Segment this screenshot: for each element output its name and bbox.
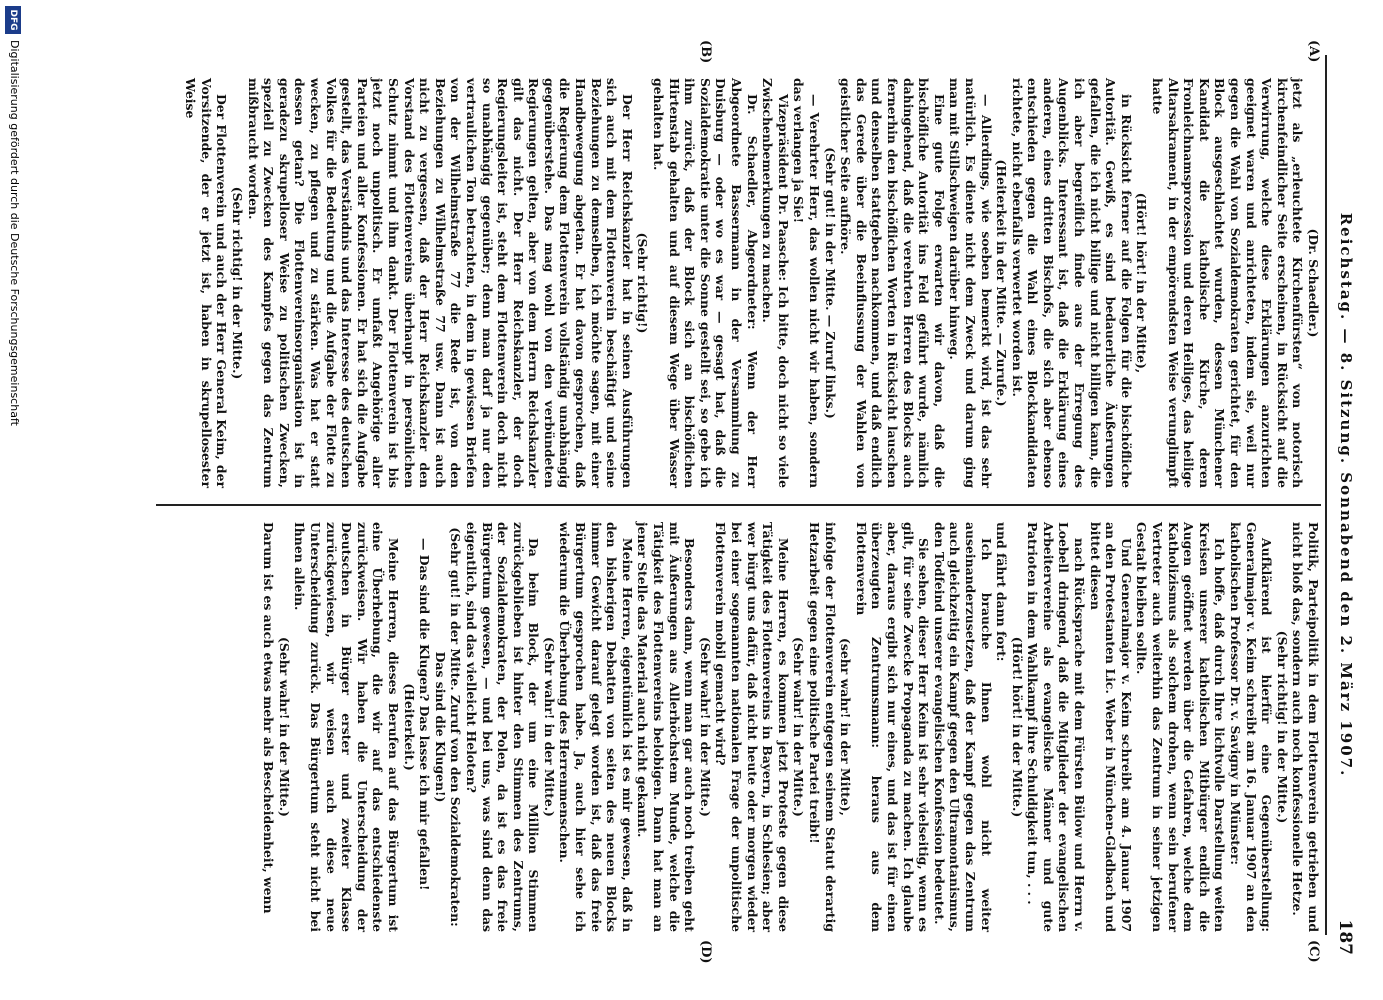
- paragraph: in Rücksicht ferner auf die Folgen für die bischöfliche Autorität. Gewiß, es sind bedauerliche Äußerungen gefallen, die ich nicht billige und nicht billigen kann, die ich aber begreiflich finde aus der Erregung des Augenblicks. Interessant ist, daß die Erklärung eines anderen, eines dritten Bischofs, die sich aber ebenso entschieden gegen die Wahl eines Blockkandidaten richtete, nicht ebenfalls verwertet worden ist.: [1009, 78, 1134, 488]
- paragraph: und fährt dann fort:: [994, 522, 1010, 662]
- interjection: (Sehr richtig!): [635, 232, 651, 334]
- paragraph: Meine Herren, dieses Berufen auf das Bürgertum ist eine Überhebung, die wir auf das entschiedenste zurückweisen. Wir haben die Unterscheidung der Deutschen in Bürger erster und zweiter Klasse zurückgewiesen, wir weisen auch diese neue Unterscheidung zurück. Das Bürgertum steht nicht bei Ihnen allein.: [292, 522, 401, 932]
- paragraph: Da beim Block, der um eine Million Stimmen zurückgeblieben ist hinter den Stimmen des Zentrums, der Sozialdemokraten, der Polen, da ist es das freie Bürgertum gewesen, — und bei uns, was sind denn das eigentlich, sind das vielleicht Heloten?: [463, 522, 542, 932]
- interjection: (Sehr wahr! in der Mitte.): [697, 637, 713, 817]
- interjection: (Sehr wahr! in der Mitte.): [541, 637, 557, 817]
- margin-marker-b: (B): [698, 40, 713, 64]
- paragraph: Meine Herren, eigentümlich ist es mir gewesen, daß in den bisherigen Debatten von seiten des neuen Blocks immer Gewicht darauf gelegt worden ist, daß das freie Bürgertum gesprochen habe. Ja, auch hier sehe ich wiederum die Überhebung des Herrenmenschen.: [557, 522, 635, 932]
- footer-credit: Digitalisierung gefördert durch die Deutsche Forschungsgemeinschaft: [8, 40, 21, 426]
- paragraph: Und Generalmajor v. Keim schreibt am 4. Januar 1907 an den Protestanten Lic. Weber in München-Gladbach und bittet diesen: [1087, 522, 1134, 932]
- interjection: (Sehr richtig! in der Mitte.): [230, 186, 246, 380]
- paragraph: Der Flottenverein und auch der Herr General Keim, der Vorsitzende, der er jetzt ist, haben in skrupellosester Weise: [183, 78, 230, 488]
- page-number: 187: [1335, 919, 1355, 955]
- paragraph: jetzt als „erleuchtete Kirchenfürsten“ von notorisch kirchenfeindlicher Seite erscheinen, in Rücksicht auf die Verwirrung, welche diese Erklärungen anzurichten geeignet waren und anrichteten, indem sie, weil nur gegen die Wahl von Sozialdemokraten gerichtet, für den Block ausgeschlachtet wurden, dessen Münchener Kandidat die katholische Kirche, deren Fronleichnamsprozession und deren Heiliges, das heilige Altarsakrament, in der empörendsten Weise verunglimpft hatte: [1150, 78, 1306, 488]
- interjection: (Sehr gut! in der Mitte. — Zuruf links.): [822, 147, 838, 419]
- paragraph: Dr. Schaedler, Abgeordneter: Wenn der Herr Abgeordnete Bassermann in der Versammlung zu Duisburg — oder wo es war — gesagt hat, daß die Sozialdemokratie unter die Sonne gestellt sei, so gebe ich ihm zurück, daß der Block sich an bischöflichen Hirtenstab gehalten und auf diesem Wege über Wasser gehalten hat.: [651, 78, 760, 488]
- paragraph: infolge der Flottenverein entgegen seinem Statut derartig Hetzarbeit gegen eine politische Partei treibt!: [807, 522, 838, 932]
- column-divider: [156, 504, 1321, 506]
- interjection: (Hört! hört! in der Mitte),: [1134, 192, 1150, 374]
- interjection: (Sehr richtig! in der Mitte.): [1274, 630, 1290, 824]
- paragraph: Meine Herren, es kommen jetzt Proteste gegen diese Tätigkeit des Flottenvereins in Bayern, in Schlesien; aber wer bürgt uns dafür, daß nicht heute oder morgen wieder bei einer sogenannten nationalen Frage der unpolitische Flottenverein mobil gemacht wird?: [713, 522, 791, 932]
- paragraph: Besonders dann, wenn man gar auch noch treiben geht mit Äußerungen aus Allerhöchstem Munde, welche die Tätigkeit des Flottenvereins belobigen. Dann hat man an jener Stelle das Material auch nicht gekannt.: [635, 522, 698, 932]
- interjection: (Heiterkeit in der Mitte. — Zurufe.): [994, 159, 1010, 407]
- margin-marker-c: (C): [1306, 940, 1321, 963]
- paragraph: Darum ist es auch etwas mehr als Bescheidenheit, wenn: [261, 522, 277, 914]
- paragraph: — Allerdings, wie soeben bemerkt wird, ist das sehr natürlich. Es diente nicht dem Zweck und darum ging man mit Stillschweigen darüber hinweg.: [947, 78, 994, 488]
- page-header: [1329, 55, 1355, 955]
- margin-marker-d: (D): [698, 940, 713, 964]
- right-column: [261, 522, 1321, 932]
- interjection: (sehr wahr! in der Mitte),: [838, 638, 854, 816]
- paragraph: — Verehrter Herr, das wollen nicht wir haben, sondern das verlangen ja Sie!: [791, 78, 822, 488]
- interjection: (Sehr wahr! in der Mitte.): [791, 637, 807, 817]
- running-head: Reichstag. — 8. Sitzung. Sonnabend den 2. März 1907.: [1337, 212, 1355, 778]
- paragraph: Vizepräsident Dr. Paasche: Ich bitte, doch nicht so viele Zwischenbemerkungen zu machen.: [760, 78, 791, 488]
- paragraph: Sie sehen, dieser Herr Keim ist sehr vielseitig, wenn es gilt, für seine Zwecke Propaganda zu machen. Ich glaube aber, daraus ergibt sich nur eines, und das ist für einen überzeugten Zentrumsmann: heraus aus dem Flottenverein: [853, 522, 932, 932]
- dfg-logo: DFG: [5, 6, 21, 34]
- quotation: Ich brauche Ihnen wohl nicht weiter auseinanderzusetzen, daß der Kampf gegen das Zentrum auch gleichzeitig ein Kampf gegen den Ultramontanismus, den Todfeind unserer evangelischen Konfession bedeutet.: [931, 522, 994, 932]
- margin-marker-a: (A): [1306, 40, 1321, 63]
- paragraph: Aufklärend ist hierfür eine Gegenüberstellung: Generalmajor v. Keim schreibt am 16. Januar 1907 an den katholischen Professor Dr. v. Savigny in Münster:: [1228, 522, 1275, 932]
- paragraph: — Das sind die Klugen? Das lasse ich mir gefallen!: [417, 538, 433, 891]
- interjection: (Sehr gut! in der Mitte. Zuruf von den Sozialdemokraten: Das sind die Klugen!): [432, 527, 464, 927]
- left-column: [183, 78, 1321, 488]
- paragraph: Eine gute Folge erwarten wir davon, daß die bischöfliche Autorität ins Feld geführt wurde, nämlich dahingehend, daß die verehrten Herren des Blocks auch fernerhin den bischöflichen Worten in Rücksicht lauschen und denselben stattgeben nachkommen, und daß endlich das Gerede über die Beeinflussung der Wahlen von geistlicher Seite aufhöre.: [838, 78, 947, 488]
- header-rule: [1325, 55, 1327, 935]
- paragraph: Politik, Parteipolitik in dem Flottenverein getrieben und nicht bloß das, sondern auch noch konfessionelle Hetze.: [1290, 522, 1321, 932]
- page-footer: [3, 0, 21, 1000]
- interjection: (Heiterkeit.): [401, 683, 417, 771]
- interjection: (Hört! hört! in der Mitte.): [1009, 636, 1025, 818]
- quotation: nach Rücksprache mit dem Fürsten Bülow und Herrn v. Loebell dringend, daß die Mitglieder der evangelischen Arbeitervereine als evangelische Männer und gute Patrioten in dem Wahlkampf ihre Schuldigkeit tun, . . .: [1025, 522, 1088, 932]
- paragraph: Der Herr Reichskanzler hat in seinen Ausführungen sich auch mit dem Flottenverein beschäftigt und seine Beziehungen zu demselben, ich möchte sagen, mit einer Handbewegung abgetan. Er hat davon gesprochen, daß die Regierung dem Flottenverein vollständig unabhängig gegenüberstehe. Das mag wohl von den verbündeten Regierungen gelten, aber von dem Herrn Reichskanzler gilt das nicht. Der Herr Reichskanzler, der doch Regierungsleiter ist, steht dem Flottenverein doch nicht so unabhängig gegenüber; denn man darf ja nur den vertraulichen Ton betrachten, in dem in gewissen Briefen von der Wilhelmstraße 77 die Rede ist, von den Beziehungen zu Wilhelmstraße 77 usw. Dann ist auch nicht zu vergessen, daß der Herr Reichskanzler den Vorstand des Flottenvereins überhaupt in persönlichen Schutz nimmt und ihm dankt. Der Flottenverein ist bis jetzt noch unpolitisch. Er umfaßt Angehörige aller Parteien und aller Konfessionen. Er hat sich die Aufgabe gestellt, das Verständnis und das Interesse des deutschen Volkes für die Bedeutung und die Aufgabe der Flotte zu wecken, zu pflegen und zu stärken. Was hat er statt dessen getan? Die Flottenvereinsorganisation ist in geradezu skrupelloser Weise zu politischen Zwecken, speziell zu Zwecken des Kampfes gegen das Zentrum mißbraucht worden.: [245, 78, 635, 488]
- speaker-reference: (Dr. Schaedler.): [1306, 228, 1321, 338]
- quotation: Ich hoffe, daß durch Ihre lichtvolle Darstellung weiten Kreisen unserer katholischen Mitbürger endlich die Augen geöffnet werden über die Gefahren, welche dem Katholizismus als solchem drohen, wenn sein berufener Vertreter auch weiterhin das Zentrum in seiner jetzigen Gestalt bleiben sollte.: [1134, 522, 1228, 932]
- interjection: (Sehr wahr! in der Mitte.): [276, 637, 292, 817]
